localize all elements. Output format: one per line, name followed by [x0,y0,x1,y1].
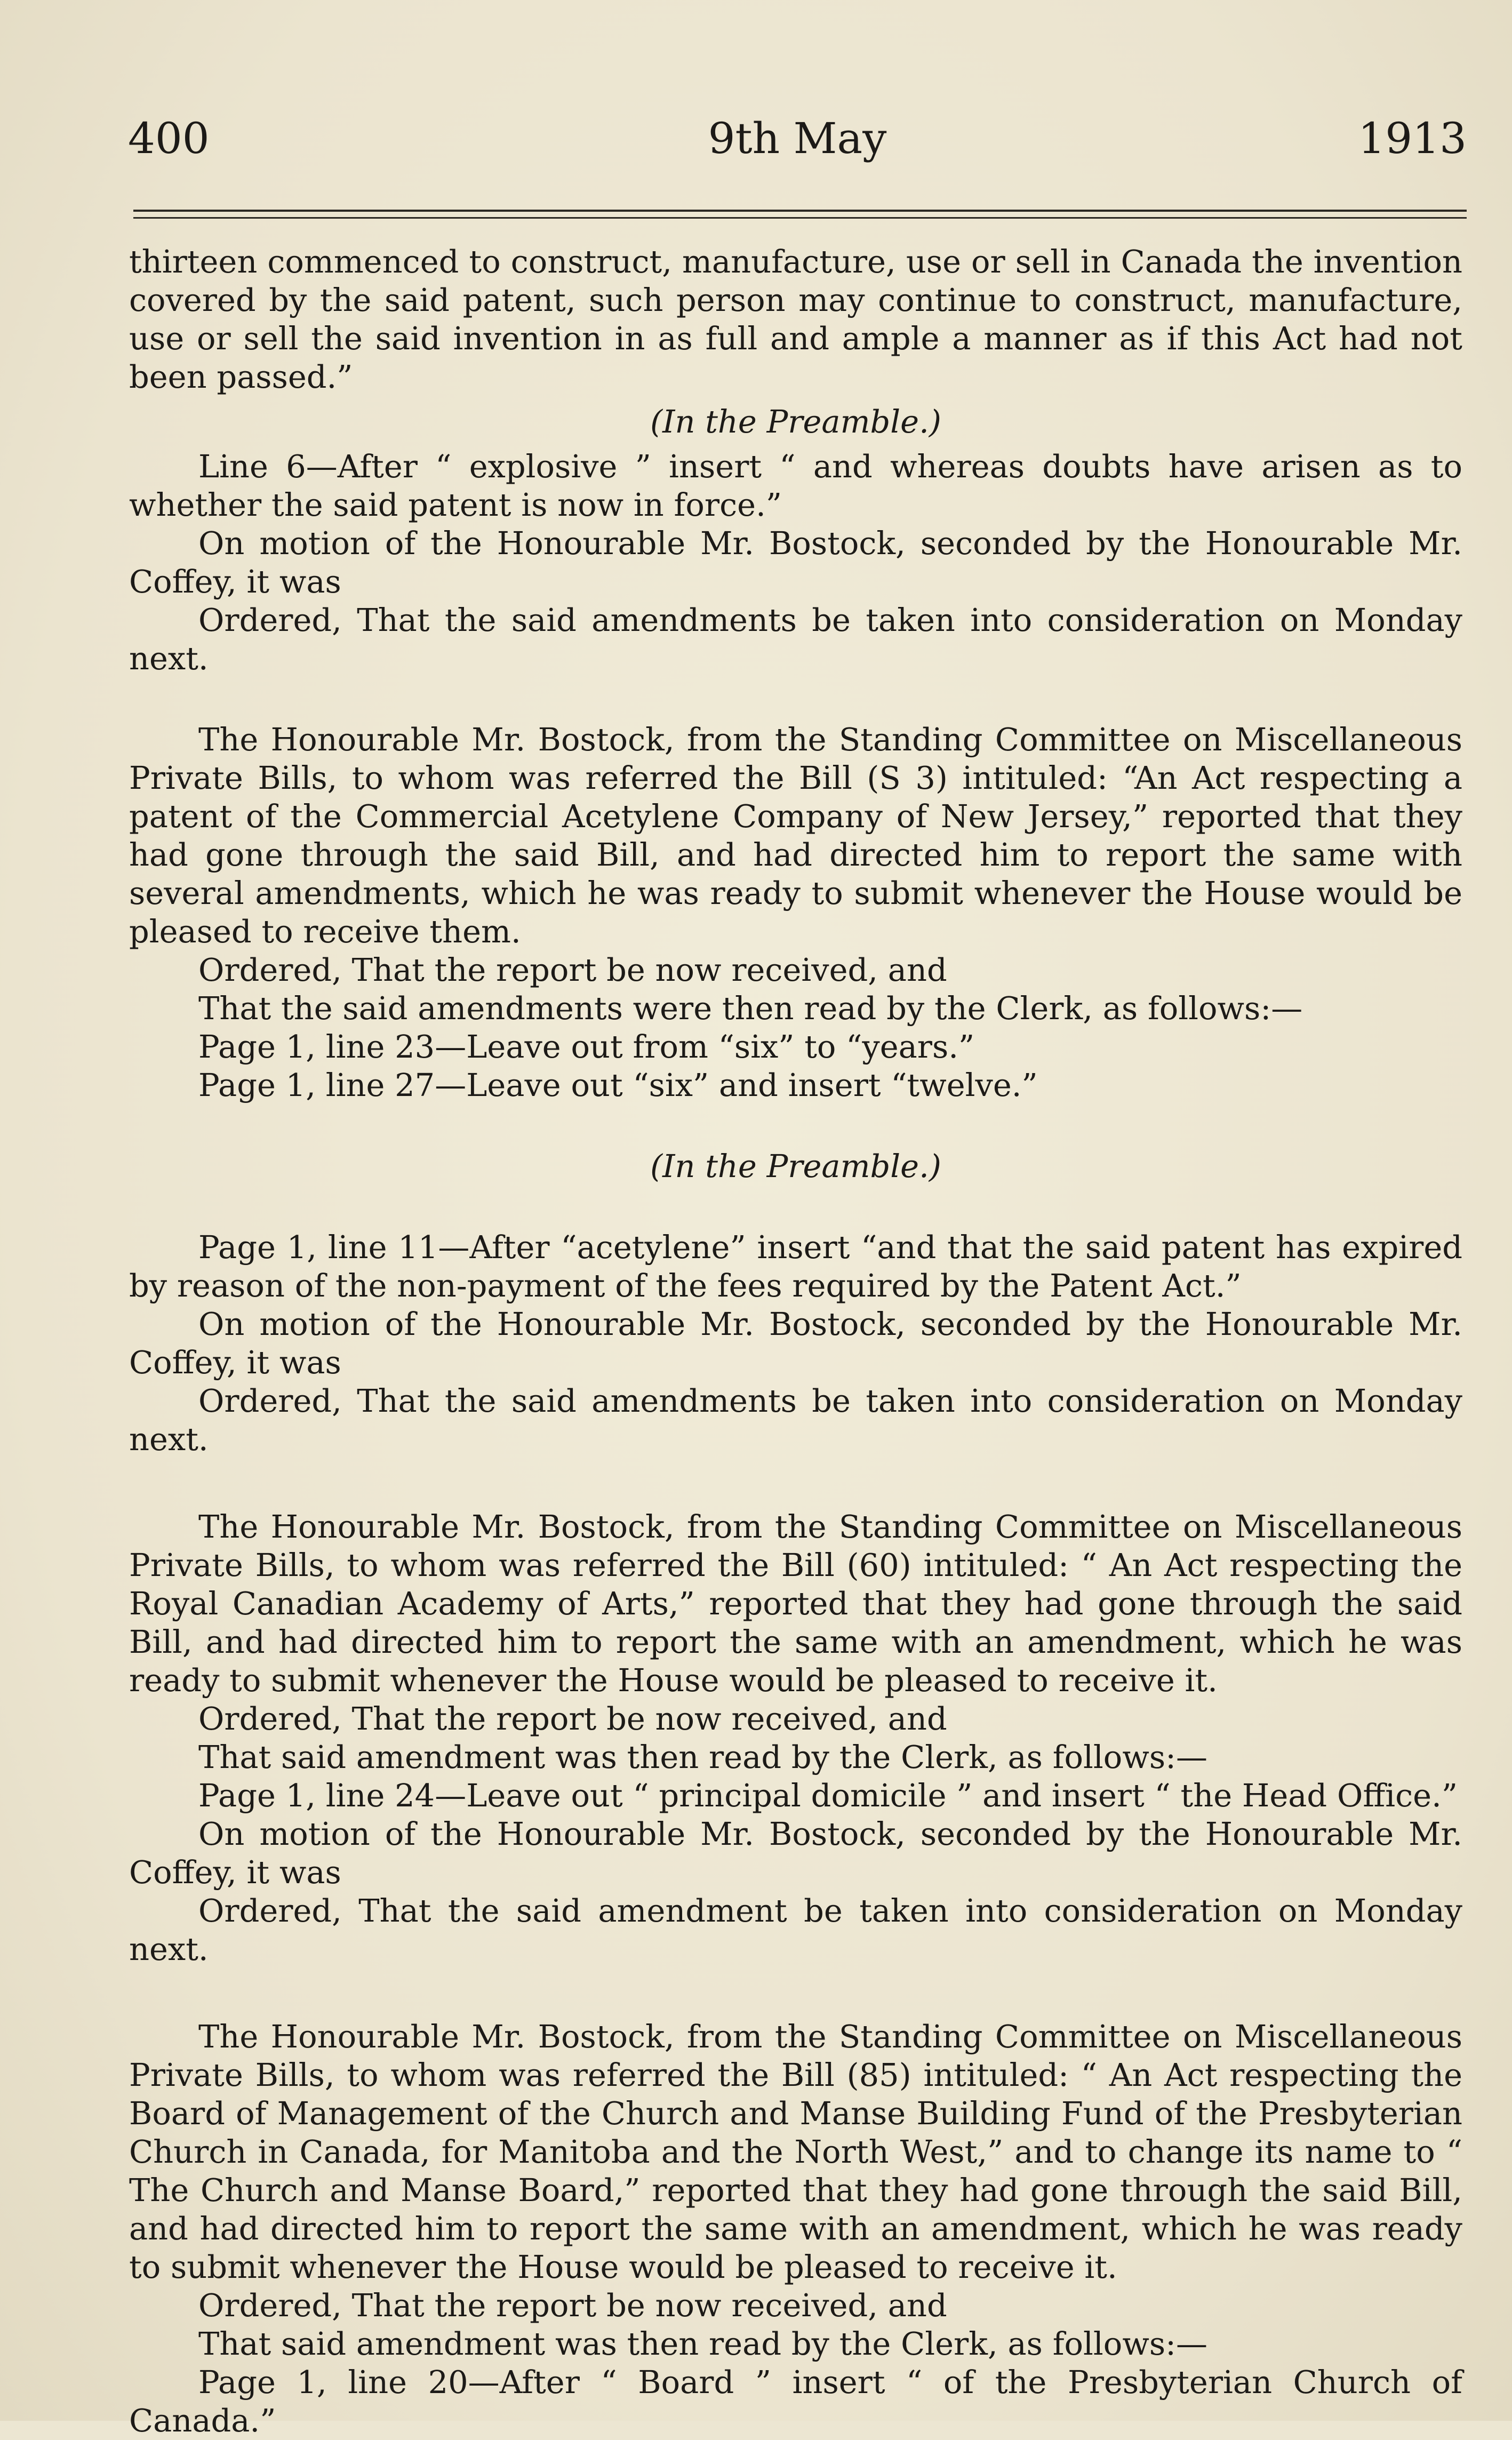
report-paragraph: The Honourable Mr. Bostock, from the Standing Committee on Miscellaneous Private Bills, to whom was referred the Bill (85) intituled: “ An Act respecting the Board of Management of the Church and Manse Building Fund of the Presbyterian Church in Canada, for Manitoba and the North West,” and to change its name to “ The Church and Manse Board,” reported that they had gone through the said Bill, and had directed him to report the same with an amendment, which he was ready to submit whenever the House would be pleased to receive it. [129,2018,1462,2285]
section-heading: (In the Preamble.) [650,403,941,440]
amendment-line: Page 1, line 24—Leave out “ principal domicile ” and insert “ the Head Office.” [198,1777,1458,1814]
header-date: 9th May [708,114,887,163]
order-paragraph: Ordered, That the said amendment be taken into consideration on Monday next. [129,1892,1462,1967]
reading-paragraph: That said amendment was then read by the Clerk, as follows:— [198,1739,1207,1775]
amendment-line: Page 1, line 11—After “acetylene” insert “and that the said patent has expired by reason of the non-payment of the fees required by the Patent Act.” [129,1229,1462,1304]
order-paragraph: Ordered, That the report be now received, and [198,1700,947,1737]
order-paragraph: Ordered, That the report be now received, and [198,951,947,988]
amendment-line: Page 1, line 27—Leave out “six” and insert “twelve.” [198,1067,1038,1103]
motion-paragraph: On motion of the Honourable Mr. Bostock, seconded by the Honourable Mr. Coffey, it was [129,525,1462,600]
amendment-line: Line 6—After “ explosive ” insert “ and whereas doubts have arisen as to whether the said patent is now in force.” [129,448,1462,523]
report-paragraph: The Honourable Mr. Bostock, from the Standing Committee on Miscellaneous Private Bills, to whom was referred the Bill (S 3) intituled: “An Act respecting a patent of the Commercial Acetylene Company of New Jersey,” reported that they had gone through the said Bill, and had directed him to report the same with several amendments, which he was ready to submit whenever the House would be pleased to receive them. [129,721,1462,950]
section-heading: (In the Preamble.) [650,1148,941,1185]
amendment-line: Page 1, line 23—Leave out from “six” to “years.” [198,1028,975,1065]
order-paragraph: Ordered, That the said amendments be taken into consideration on Monday next. [129,1382,1462,1458]
motion-paragraph: On motion of the Honourable Mr. Bostock, seconded by the Honourable Mr. Coffey, it was [129,1815,1462,1891]
page-number: 400 [128,114,210,163]
order-paragraph: Ordered, That the report be now received, and [198,2287,947,2324]
order-paragraph: Ordered, That the said amendments be taken into consideration on Monday next. [129,602,1462,677]
page-header [128,109,1467,168]
motion-paragraph: On motion of the Honourable Mr. Bostock, seconded by the Honourable Mr. Coffey, it was [129,1306,1462,1381]
reading-paragraph: That said amendment was then read by the Clerk, as follows:— [198,2325,1207,2362]
header-year: 1913 [1358,114,1467,163]
reading-paragraph: That the said amendments were then read by the Clerk, as follows:— [198,990,1303,1027]
page-body [129,243,1462,2440]
header-rule-top [133,210,1467,212]
header-rule-bottom [133,217,1467,219]
amendment-line: Page 1, line 20—After “ Board ” insert “ of the Presbyterian Church of Canada.” [129,2364,1462,2439]
report-paragraph: The Honourable Mr. Bostock, from the Standing Committee on Miscellaneous Private Bills, to whom was referred the Bill (60) intituled: “ An Act respecting the Royal Canadian Academy of Arts,” reported that they had gone through the said Bill, and had directed him to report the same with an amendment, which he was ready to submit whenever the House would be pleased to receive it. [129,1508,1462,1699]
continued-paragraph: thirteen commenced to construct, manufacture, use or sell in Canada the invention covered by the said patent, such person may continue to construct, manufacture, use or sell the said invention in as full and ample a manner as if this Act had not been passed.” [129,243,1462,395]
